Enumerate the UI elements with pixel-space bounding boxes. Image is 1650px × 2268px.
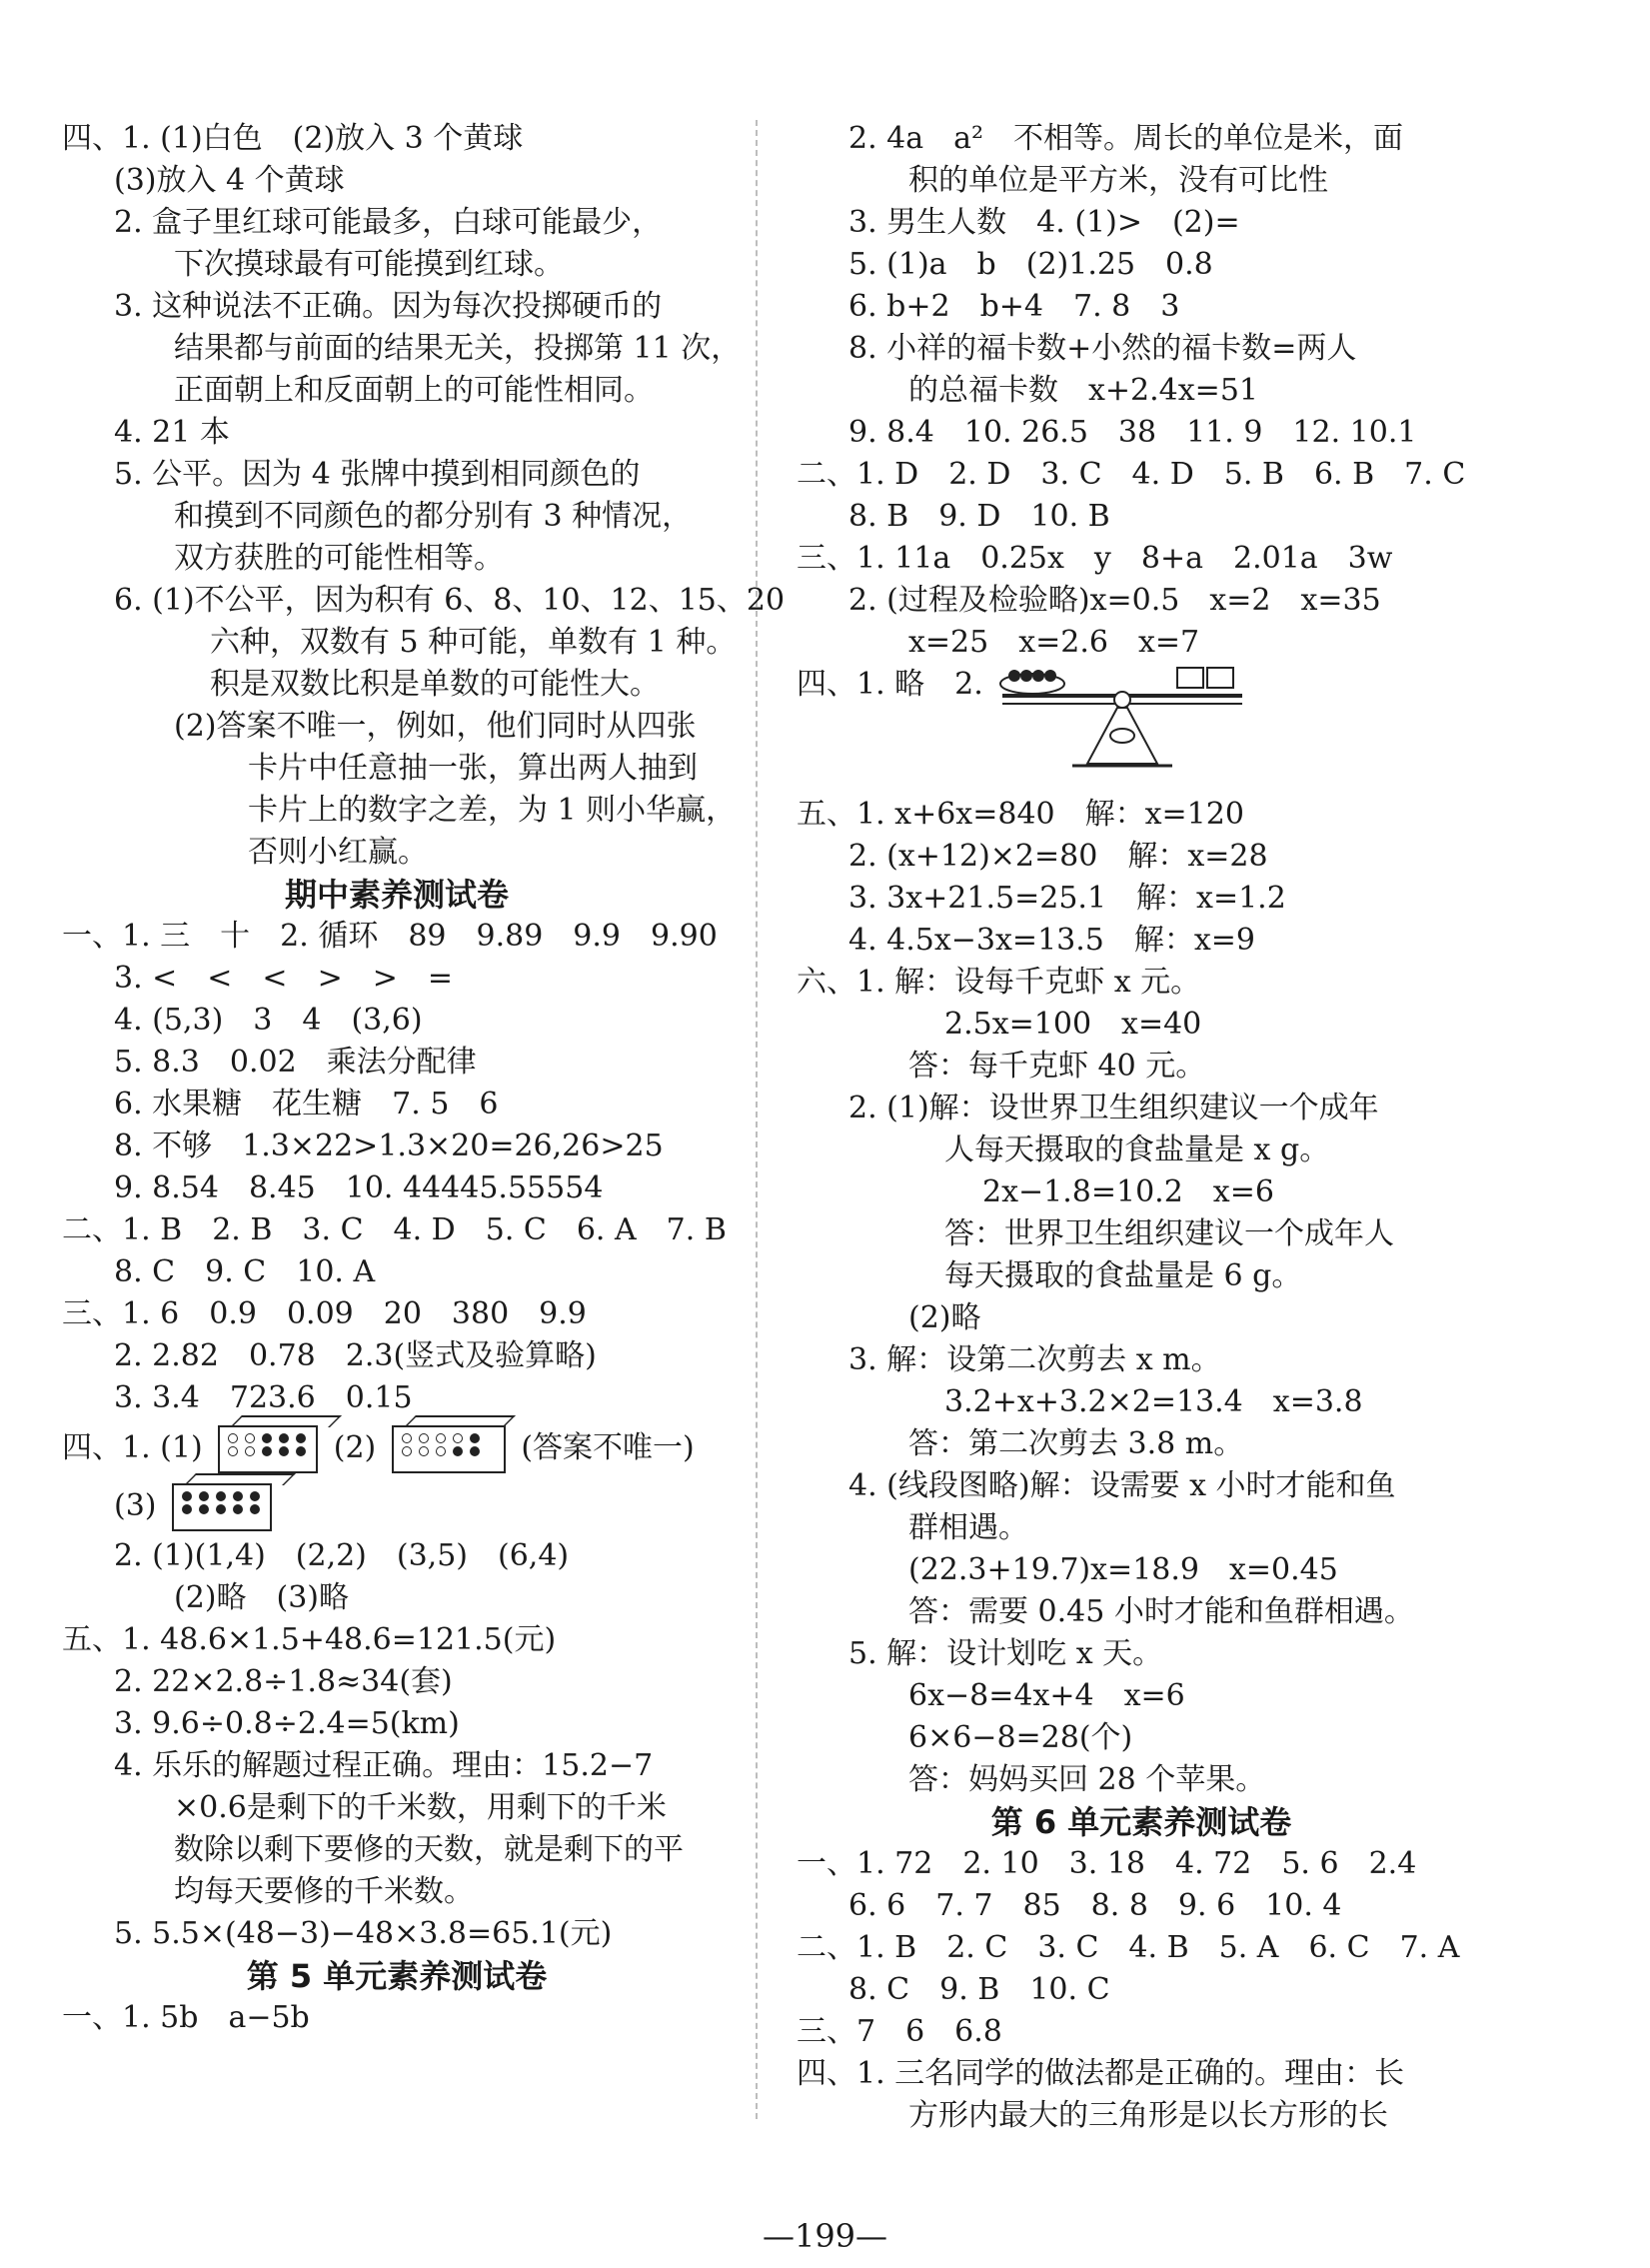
answer-line: 2.5x=100 x=40	[944, 1007, 1202, 1042]
answer-line: 积的单位是平方米，没有可比性	[908, 163, 1328, 198]
answer-line: 8. C 9. C 10. A	[114, 1254, 376, 1289]
answer-line: 6. 水果糖 花生糖 7. 5 6	[114, 1087, 499, 1122]
answer-line: 4. 4.5x−3x=13.5 解：x=9	[848, 923, 1256, 958]
answer-line: 否则小红赢。	[248, 835, 428, 870]
answer-line: 6. b+2 b+4 7. 8 3	[848, 289, 1180, 324]
answer-line: 2x−1.8=10.2 x=6	[982, 1174, 1274, 1209]
answer-line: 5. 5.5×(48−3)−48×3.8=65.1(元)	[114, 1916, 613, 1951]
answer-line: 8. 不够 1.3×22>1.3×20=26,26>25	[114, 1129, 664, 1163]
answer-line: 二、1. D 2. D 3. C 4. D 5. B 6. B 7. C	[797, 457, 1466, 492]
answer-line: 2. (过程及检验略)x=0.5 x=2 x=35	[848, 583, 1381, 618]
cube-diagram-1	[218, 1425, 318, 1473]
answer-line: 群相遇。	[908, 1510, 1028, 1545]
answer-line: 5. 8.3 0.02 乘法分配律	[114, 1045, 477, 1080]
answer-line: 6. (1)不公平，因为积有 6、8、10、12、15、20	[114, 583, 786, 618]
answer-line: 3.2+x+3.2×2=13.4 x=3.8	[944, 1384, 1363, 1419]
answer-line: 卡片上的数字之差，为 1 则小华赢，	[248, 793, 737, 828]
answer-line: 六种，双数有 5 种可能，单数有 1 种。	[210, 625, 737, 660]
answer-line: 结果都与前面的结果无关，投掷第 11 次，	[174, 331, 742, 366]
section-heading: 第 6 单元素养测试卷	[990, 1803, 1292, 1841]
answer-line: 8. B 9. D 10. B	[848, 499, 1110, 534]
answer-line: 正面朝上和反面朝上的可能性相同。	[174, 373, 654, 408]
section-heading: 期中素养测试卷	[284, 876, 509, 914]
answer-line: (22.3+19.7)x=18.9 x=0.45	[908, 1552, 1338, 1587]
answer-line: 6x−8=4x+4 x=6	[908, 1678, 1185, 1713]
answer-line: 每天摄取的食盐量是 6 g。	[944, 1258, 1302, 1293]
answer-text: (答案不唯一)	[521, 1430, 695, 1465]
answer-line: 答：妈妈买回 28 个苹果。	[908, 1762, 1266, 1797]
answer-line: 3. 3x+21.5=25.1 解：x=1.2	[848, 881, 1286, 916]
answer-line: 9. 8.4 10. 26.5 38 11. 9 12. 10.1	[848, 415, 1417, 450]
answer-line: 二、1. B 2. B 3. C 4. D 5. C 6. A 7. B	[62, 1212, 727, 1247]
answer-line: 和摸到不同颜色的都分别有 3 种情况，	[174, 499, 693, 534]
answer-line: 答：第二次剪去 3.8 m。	[908, 1426, 1244, 1461]
balance-figure-line	[797, 664, 1486, 794]
answer-line: 四、1. (1)白色 (2)放入 3 个黄球	[62, 121, 524, 156]
answer-line: 4. 乐乐的解题过程正确。理由：15.2−7	[114, 1748, 654, 1783]
answer-line: 一、1. 72 2. 10 3. 18 4. 72 5. 6 2.4	[797, 1846, 1417, 1881]
answer-line: 2. (1)(1,4) (2,2) (3,5) (6,4)	[114, 1538, 570, 1573]
cube-figure-line	[62, 1419, 732, 1477]
answer-line: 8. 小祥的福卡数+小然的福卡数=两人	[848, 331, 1357, 366]
answer-line: 3. < < < > > =	[114, 961, 453, 996]
section-heading: 第 5 单元素养测试卷	[246, 1957, 548, 1995]
answer-line: 3. 解：设第二次剪去 x m。	[848, 1342, 1221, 1377]
answer-line: 双方获胜的可能性相等。	[174, 541, 504, 576]
answer-line: 5. (1)a b (2)1.25 0.8	[848, 247, 1213, 282]
answer-line: 五、1. x+6x=840 解：x=120	[797, 797, 1244, 832]
answer-line: 积是双数比积是单数的可能性大。	[210, 667, 660, 702]
answer-line: 6×6−8=28(个)	[908, 1720, 1133, 1755]
answer-line: 六、1. 解：设每千克虾 x 元。	[797, 965, 1201, 1000]
cube-diagram-3	[172, 1483, 272, 1531]
answer-line: 5. 公平。因为 4 张牌中摸到相同颜色的	[114, 457, 641, 492]
answer-line: x=25 x=2.6 x=7	[908, 625, 1200, 660]
answer-line: (2)略 (3)略	[174, 1580, 349, 1615]
answer-line: 一、1. 5b a−5b	[62, 2000, 310, 2035]
answer-line: (2)答案不唯一，例如，他们同时从四张	[174, 709, 697, 744]
answer-line: 4. (5,3) 3 4 (3,6)	[114, 1003, 423, 1038]
answer-line: 9. 8.54 8.45 10. 44445.55554	[114, 1170, 604, 1205]
answer-line: 答：世界卫生组织建议一个成年人	[944, 1216, 1394, 1251]
answer-line: 2. 盒子里红球可能最多，白球可能最少，	[114, 205, 663, 240]
answer-line: 2. 4a a² 不相等。周长的单位是米，面	[848, 121, 1404, 156]
answer-text: 四、1. 略 2.	[797, 667, 983, 702]
answer-line: 2. 22×2.8÷1.8≈34(套)	[114, 1664, 453, 1699]
answer-line: (2)略	[908, 1300, 981, 1335]
answer-line: 下次摸球最有可能摸到红球。	[174, 247, 564, 282]
answer-line: ×0.6是剩下的千米数，用剩下的千米	[174, 1790, 667, 1825]
column-divider	[756, 120, 758, 2119]
answer-line: 人每天摄取的食盐量是 x g。	[944, 1133, 1330, 1167]
answer-line: 4. 21 本	[114, 415, 230, 450]
answer-line: 数除以剩下要修的天数，就是剩下的平	[174, 1832, 684, 1867]
answer-line: 三、1. 6 0.9 0.09 20 380 9.9	[62, 1296, 587, 1331]
answer-line: 均每天要修的千米数。	[174, 1874, 474, 1909]
left-column	[62, 118, 786, 2039]
right-column	[797, 118, 1486, 2137]
answer-text: 四、1. (1)	[62, 1430, 203, 1465]
answer-line: 二、1. B 2. C 3. C 4. B 5. A 6. C 7. A	[797, 1930, 1460, 1965]
answer-line: 3. 9.6÷0.8÷2.4=5(km)	[114, 1706, 460, 1741]
answer-line: 方形内最大的三角形是以长方形的长	[908, 2098, 1388, 2133]
answer-line: 四、1. 三名同学的做法都是正确的。理由：长	[797, 2056, 1405, 2091]
answer-line: 3. 男生人数 4. (1)> (2)=	[848, 205, 1240, 240]
answer-line: 五、1. 48.6×1.5+48.6=121.5(元)	[62, 1622, 557, 1657]
answer-line: 三、1. 11a 0.25x y 8+a 2.01a 3w	[797, 541, 1393, 576]
answer-text: (3)	[114, 1488, 157, 1523]
answer-line: 3. 3.4 723.6 0.15	[114, 1380, 413, 1415]
answer-line: 2. (x+12)×2=80 解：x=28	[848, 839, 1268, 874]
answer-line: 答：每千克虾 40 元。	[908, 1049, 1206, 1084]
cube-diagram-2	[392, 1425, 506, 1473]
answer-line: 一、1. 三 十 2. 循环 89 9.89 9.9 9.90	[62, 919, 718, 954]
answer-line: (3)放入 4 个黄球	[114, 163, 345, 198]
answer-line: 4. (线段图略)解：设需要 x 小时才能和鱼	[848, 1468, 1396, 1503]
answer-text: (2)	[333, 1430, 377, 1465]
page-number: —199—	[762, 2217, 888, 2255]
answer-line: 的总福卡数 x+2.4x=51	[908, 373, 1258, 408]
answer-line: 5. 解：设计划吃 x 天。	[848, 1636, 1163, 1671]
answer-line: 三、7 6 6.8	[797, 2014, 1002, 2049]
answer-line: 2. 2.82 0.78 2.3(竖式及验算略)	[114, 1338, 597, 1373]
answer-line: 2. (1)解：设世界卫生组织建议一个成年	[848, 1091, 1379, 1126]
answer-line: 3. 这种说法不正确。因为每次投掷硬币的	[114, 289, 663, 324]
answer-line: 8. C 9. B 10. C	[848, 1972, 1110, 2007]
cube-figure-line	[62, 1477, 732, 1535]
answer-line: 6. 6 7. 7 85 8. 8 9. 6 10. 4	[848, 1888, 1342, 1923]
answer-line: 卡片中任意抽一张，算出两人抽到	[248, 751, 698, 786]
balance-scale-diagram	[992, 664, 1252, 774]
answer-line: 答：需要 0.45 小时才能和鱼群相遇。	[908, 1594, 1414, 1629]
